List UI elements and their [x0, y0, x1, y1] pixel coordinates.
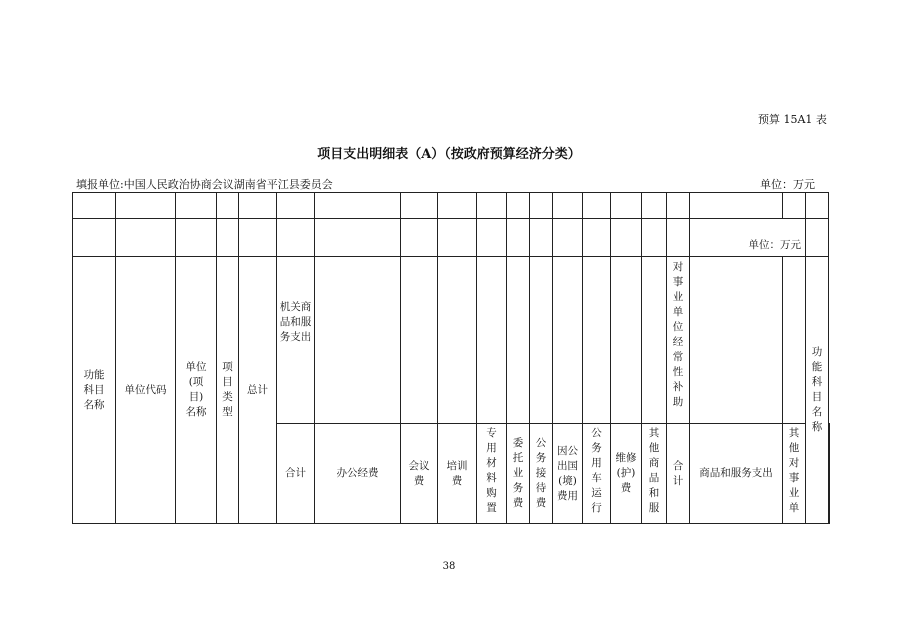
- header-subsidy-total: 合计: [672, 459, 684, 487]
- unit-label: 单位：万元: [760, 178, 815, 191]
- header-subsidy-other: 其他对事业单: [788, 427, 800, 514]
- header-materials: 专用材料购置: [486, 427, 497, 514]
- header-func-name: 功能科目名称: [83, 368, 105, 411]
- header-other-goods: 其他商品和服: [648, 427, 660, 514]
- header-meeting: 会议费: [408, 459, 430, 487]
- header-func-name-right: 功能科目名称: [811, 346, 823, 433]
- header-vehicle: 公务用车运行: [591, 427, 602, 514]
- header-project-name: 单位(项目)名称: [185, 361, 207, 418]
- header-subtotal: 合计: [285, 467, 306, 479]
- header-abroad: 因公出国(境)费用: [557, 444, 578, 502]
- header-total: 总计: [247, 383, 268, 396]
- table-row: [73, 257, 830, 424]
- header-unit-code: 单位代码: [124, 383, 167, 396]
- unit-label-inner: 单位：万元: [748, 239, 801, 251]
- header-subsidy-group: 对事业单位经常性补助: [672, 261, 684, 408]
- form-id: 预算 15A1 表: [758, 113, 827, 126]
- table-row: [73, 219, 830, 257]
- header-entrusted: 委托业务费: [512, 437, 524, 509]
- header-maintenance: 维修(护)费: [615, 452, 637, 494]
- header-goods-services-group: 机关商品和服务支出: [279, 301, 312, 343]
- expense-table: [72, 192, 830, 524]
- header-training: 培训费: [446, 459, 468, 487]
- header-project-type: 项目类型: [222, 361, 233, 418]
- header-subsidy-goods: 商品和服务支出: [699, 467, 773, 479]
- page-title: 项目支出明细表（A）（按政府预算经济分类）: [317, 147, 581, 162]
- header-office: 办公经费: [336, 467, 379, 479]
- table-row: [73, 193, 830, 219]
- header-reception: 公务接待费: [535, 437, 547, 509]
- page-number: 38: [442, 561, 456, 572]
- fill-unit: 填报单位:中国人民政治协商会议湖南省平江县委员会: [76, 178, 333, 191]
